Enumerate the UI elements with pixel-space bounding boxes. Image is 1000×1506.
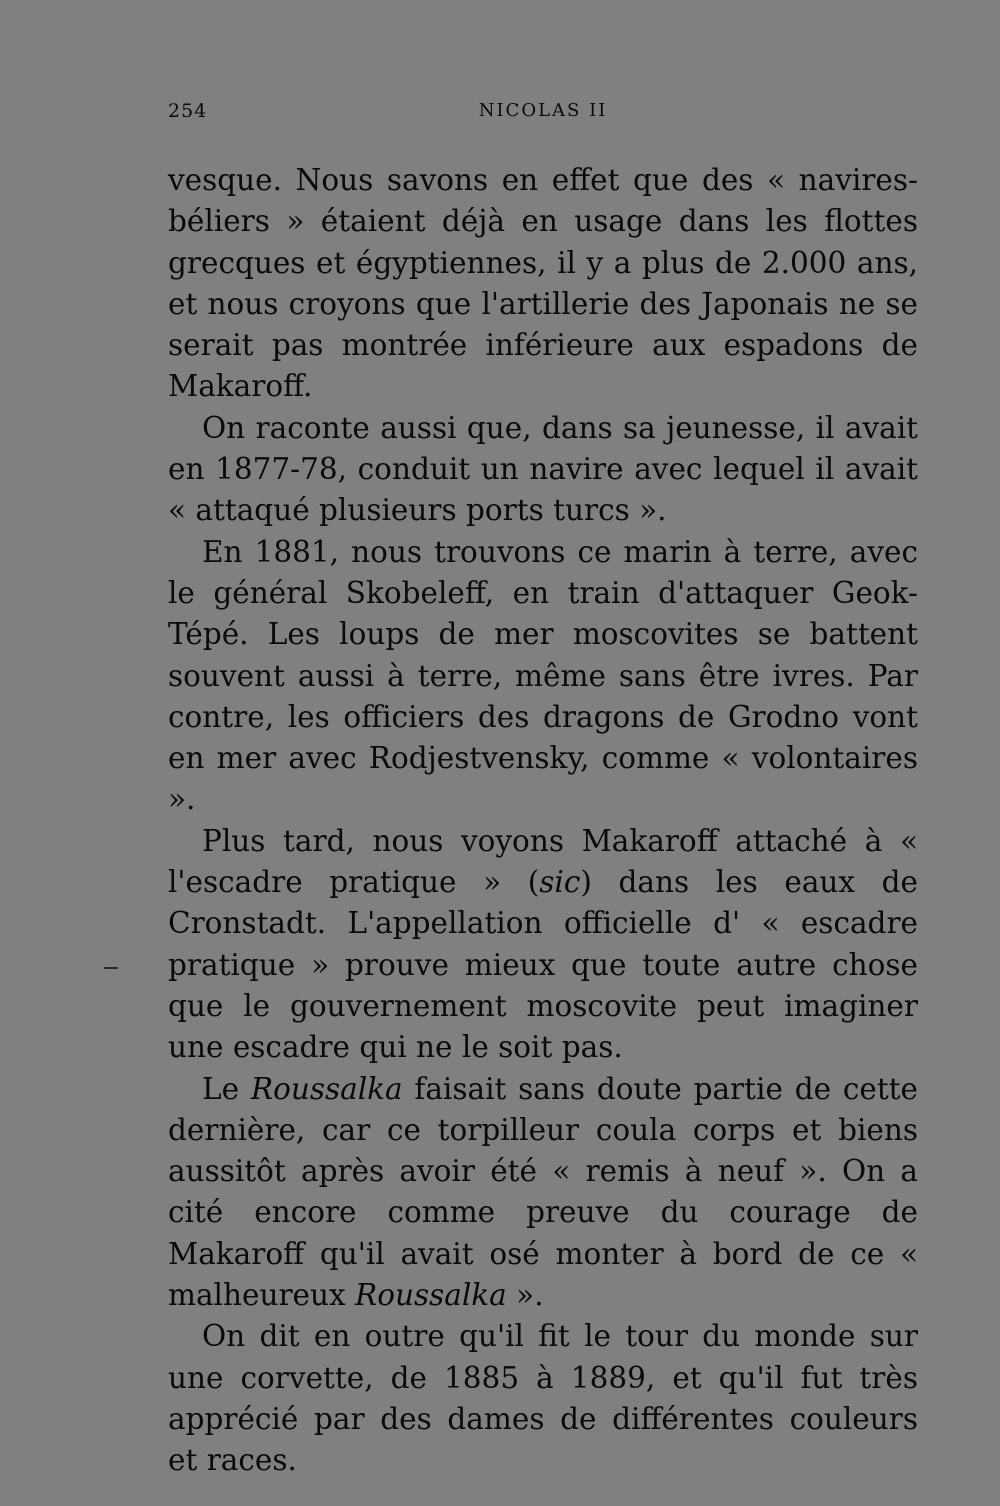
paragraph-3 [168,532,918,821]
paragraph-6-text: On dit en outre qu'il fit le tour du monde sur une corvette, de 1885 à 1889, et qu'il fut très apprécié par des dames de différentes couleurs et races. [168,1319,918,1478]
paragraph-5-text-c: ». [506,1278,544,1313]
paragraph-3-text: En 1881, nous trouvons ce marin à terre, avec le général Skobeleff, en train d'attaquer Geok-Tépé. Les loups de mer moscovites se battent souvent aussi à terre, même sans être ivres. Par contre, les officiers des dragons de Grodno vont en mer avec Rodjestvensky, comme « volontaires ». [168,534,918,817]
paragraph-2-text: On raconte aussi que, dans sa jeunesse, il avait en 1877-78, conduit un navire avec lequel il avait « attaqué plusieurs ports turcs ». [168,410,918,528]
italic-roussalka-1: Roussalka [250,1071,403,1106]
italic-sic: sic [539,865,581,900]
running-title: NICOLAS II [478,100,608,121]
page-number: 254 [168,100,208,122]
paragraph-6 [168,1316,918,1481]
paragraph-4-text-a: Plus tard, nous voyons Makaroff attaché à « l'escadre pratique » ( [168,823,918,900]
paragraph-4 [168,821,918,1069]
running-head [168,100,918,130]
margin-tick-mark [104,967,118,969]
body-text [168,160,918,1482]
paragraph-5-text-b: faisait sans doute partie de cette dernière, car ce torpilleur coula corps et biens aussitôt après avoir été « remis à neuf ». On a cité encore comme preuve du courage de Makaroff qu'il avait osé monter à bord de ce « malheureux [168,1071,918,1313]
paragraph-5 [168,1069,918,1317]
paragraph-1 [168,160,918,408]
paragraph-4-text-b: ) dans les eaux de Cronstadt. L'appellation officielle d' « escadre pratique » prouve mieux que toute autre chose que le gouvernement moscovite peut imaginer une escadre qui ne le soit pas. [168,865,918,1065]
italic-roussalka-2: Roussalka [355,1278,507,1313]
paragraph-5-text-a: Le [202,1071,251,1106]
paragraph-1-text: vesque. Nous savons en effet que des « navires-béliers » étaient déjà en usage dans les flottes grecques et égyptiennes, il y a plus de 2.000 ans, et nous croyons que l'artillerie des Japonais ne se serait pas montrée inférieure aux espadons de Makaroff. [168,163,918,404]
paragraph-2 [168,408,918,532]
